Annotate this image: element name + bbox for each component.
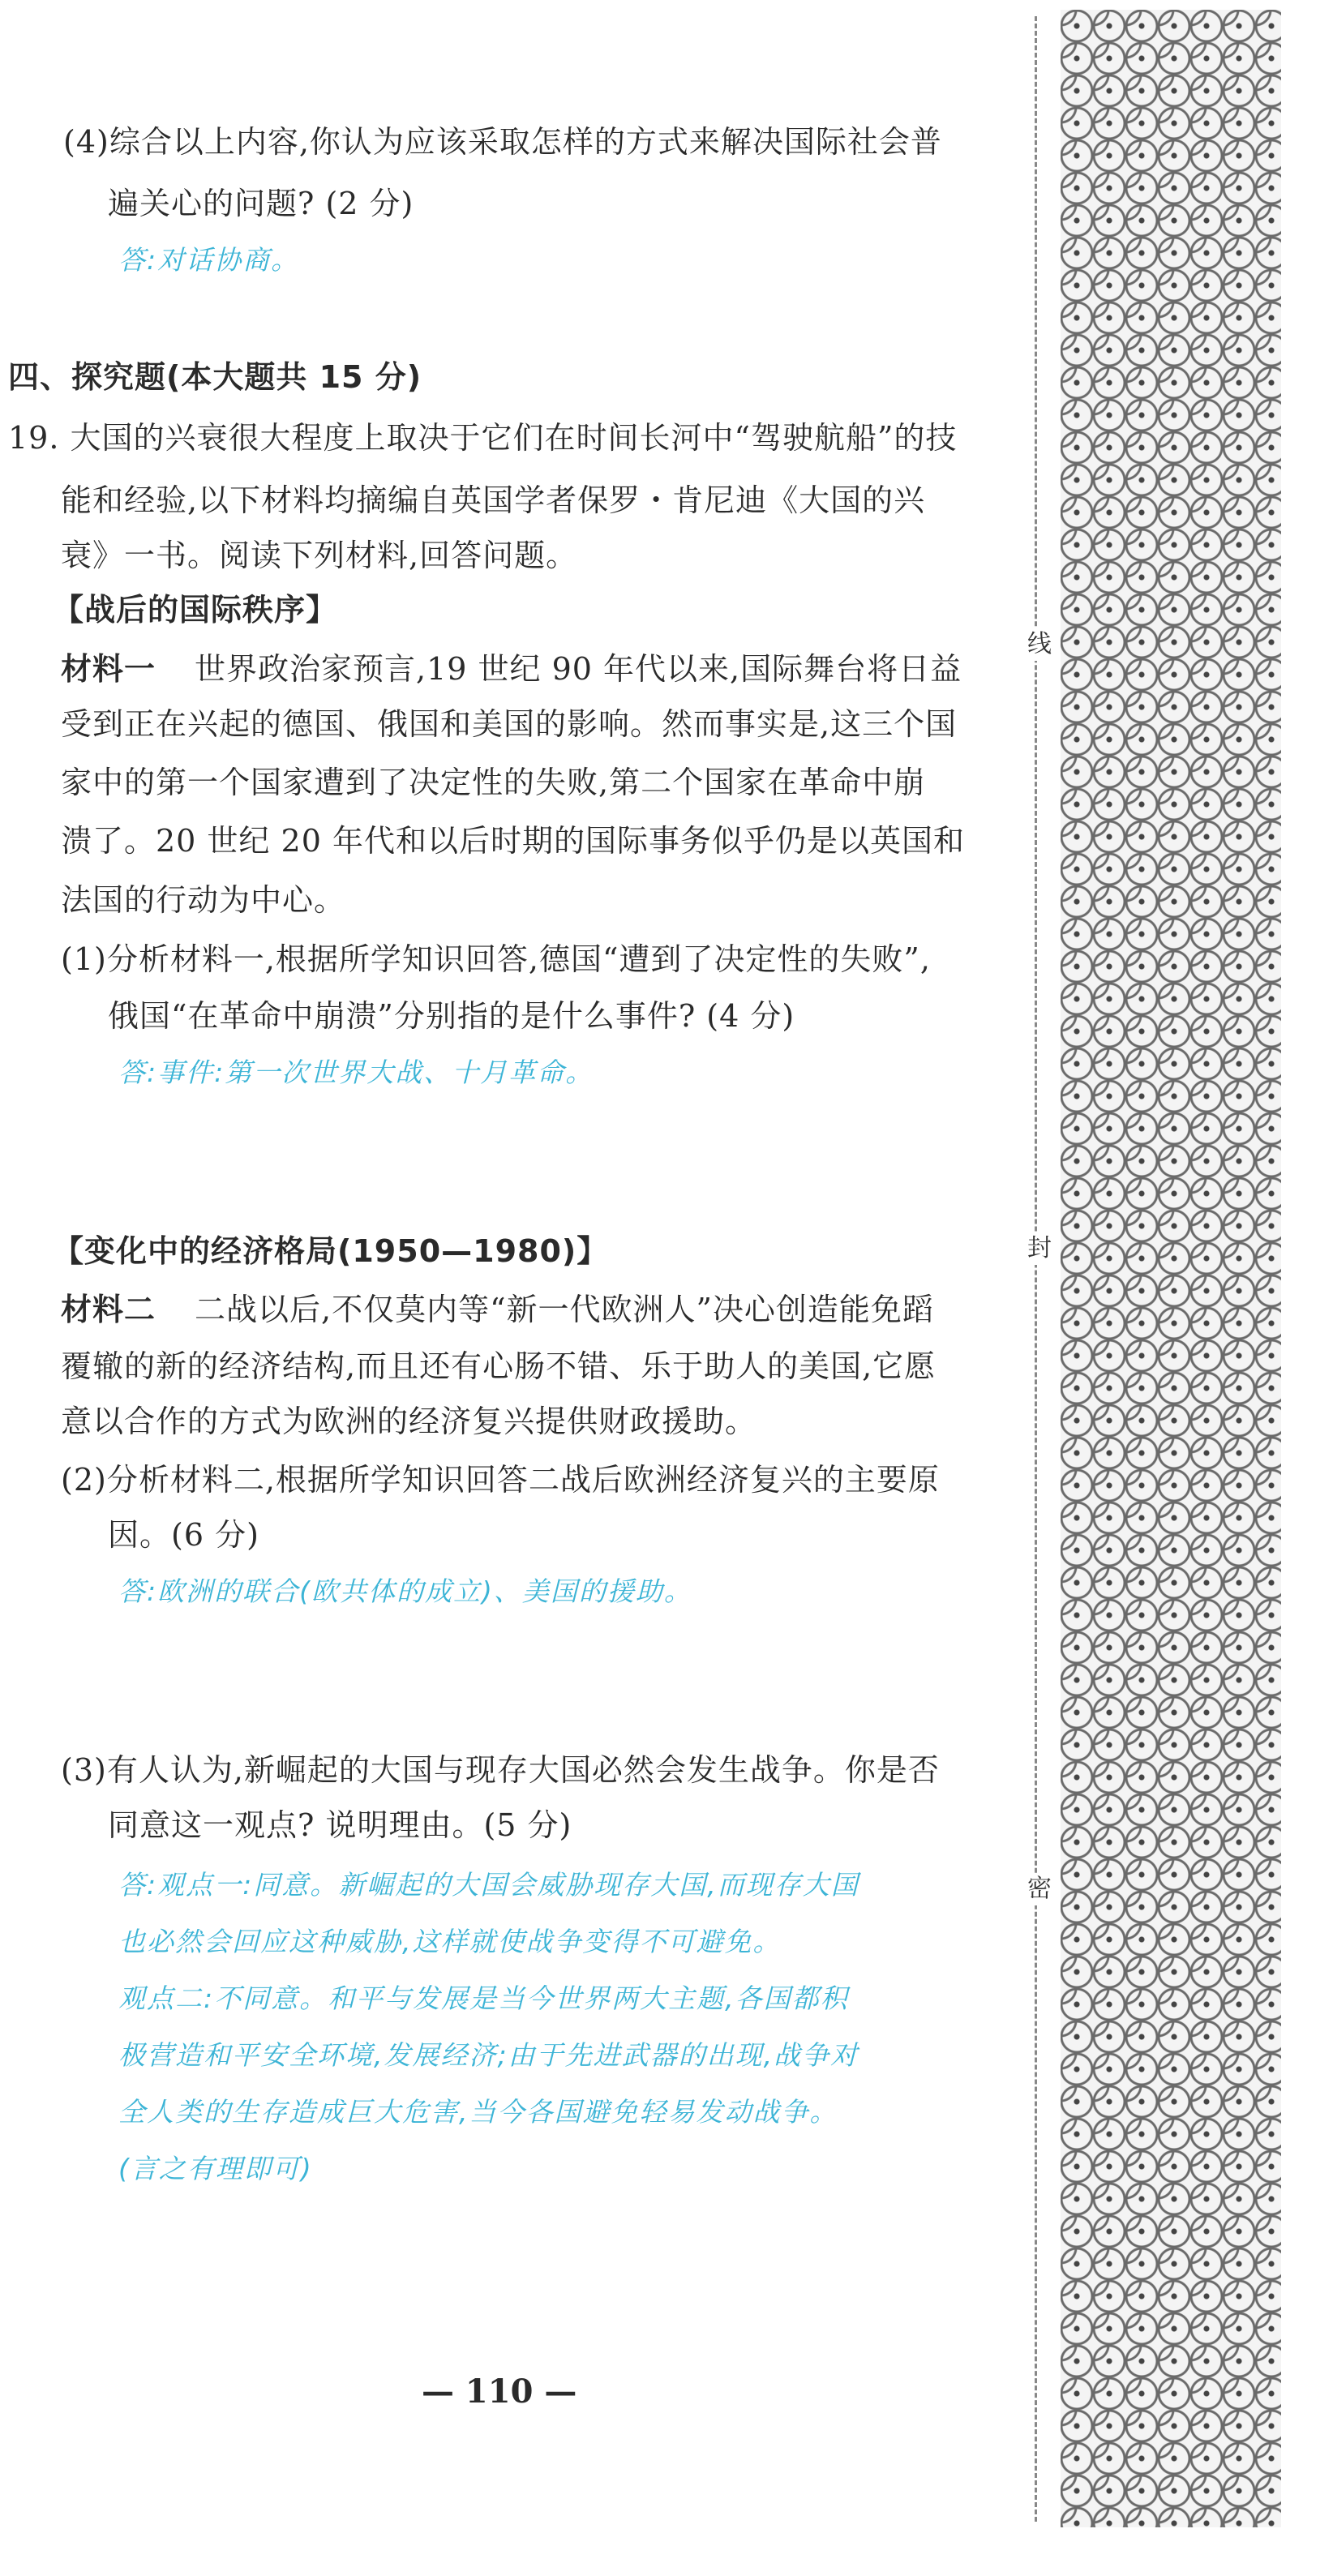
material1-line2: 受到正在兴起的德国、俄国和美国的影响。然而事实是,这三个国	[61, 706, 958, 742]
material1-line4: 溃了。20 世纪 20 年代和以后时期的国际事务似乎仍是以英国和	[61, 823, 965, 859]
material1-line3: 家中的第一个国家遭到了决定性的失败,第二个国家在革命中崩	[61, 765, 926, 800]
q19-sub2-line1: (2)分析材料二,根据所学知识回答二战后欧洲经济复兴的主要原	[61, 1462, 940, 1498]
material2-line2: 覆辙的新的经济结构,而且还有心肠不错、乐于助人的美国,它愿	[61, 1348, 937, 1384]
q18-sub4-line2: 遍关心的问题? (2 分)	[108, 186, 414, 221]
material1-line1: 世界政治家预言,19 世纪 90 年代以来,国际舞台将日益	[195, 651, 962, 687]
page-number: — 110 —	[422, 2372, 577, 2411]
q19-sub1-line1: (1)分析材料一,根据所学知识回答,德国“遭到了决定性的失败”,	[61, 941, 931, 977]
binding-char-feng: 封	[1023, 1232, 1056, 1265]
q19-sub2-answer: 答:欧洲的联合(欧共体的成立)、美国的援助。	[118, 1575, 692, 1607]
q18-sub4-line1: (4)综合以上内容,你认为应该采取怎样的方式来解决国际社会普	[63, 124, 942, 160]
q19-intro-line3: 衰》一书。阅读下列材料,回答问题。	[61, 538, 578, 573]
material2-line1: 二战以后,不仅莫内等“新一代欧洲人”决心创造能免蹈	[195, 1292, 934, 1327]
q19-sub3-line2: 同意这一观点? 说明理由。(5 分)	[108, 1807, 572, 1843]
q19-sub3-answer-line3: 观点二:不同意。和平与发展是当今世界两大主题,各国都积	[118, 1982, 849, 2014]
q19-sub3-answer-line5: 全人类的生存造成巨大危害,当今各国避免轻易发动战争。	[118, 2096, 838, 2128]
q19-intro-line1: 19. 大国的兴衰很大程度上取决于它们在时间长河中“驾驶航船”的技	[8, 420, 958, 456]
q19-intro-line2: 能和经验,以下材料均摘编自英国学者保罗・肯尼迪《大国的兴	[61, 482, 926, 518]
material1-line5: 法国的行动为中心。	[61, 882, 346, 918]
part1-heading: 【战后的国际秩序】	[53, 592, 338, 628]
q19-sub3-answer-line6: (言之有理即可)	[118, 2153, 313, 2184]
q19-sub3-answer-line4: 极营造和平安全环境,发展经济;由于先进武器的出现,战争对	[118, 2039, 859, 2071]
binding-char-xian: 线	[1023, 628, 1056, 661]
material2-line3: 意以合作的方式为欧洲的经济复兴提供财政援助。	[61, 1404, 757, 1439]
q19-sub3-answer-line2: 也必然会回应这种威胁,这样就使战争变得不可避免。	[118, 1926, 782, 1957]
binding-char-mi: 密	[1023, 1873, 1056, 1905]
binding-pattern-strip	[1061, 10, 1281, 2527]
q19-sub2-line2: 因。(6 分)	[108, 1517, 259, 1553]
binding-dashed-line	[1035, 16, 1037, 2522]
part2-heading: 【变化中的经济格局(1950—1980)】	[53, 1233, 609, 1269]
q19-sub1-line2: 俄国“在革命中崩溃”分别指的是什么事件? (4 分)	[108, 998, 795, 1034]
material2-label: 材料二	[61, 1292, 156, 1327]
material1-label: 材料一	[61, 651, 156, 687]
q19-sub3-line1: (3)有人认为,新崛起的大国与现存大国必然会发生战争。你是否	[61, 1752, 940, 1788]
q19-sub1-answer: 答:事件:第一次世界大战、十月革命。	[118, 1057, 594, 1088]
q19-sub3-answer-line1: 答:观点一:同意。新崛起的大国会威胁现存大国,而现存大国	[118, 1869, 859, 1901]
q18-sub4-answer: 答:对话协商。	[118, 244, 300, 276]
section4-heading: 四、探究题(本大题共 15 分)	[8, 359, 422, 395]
